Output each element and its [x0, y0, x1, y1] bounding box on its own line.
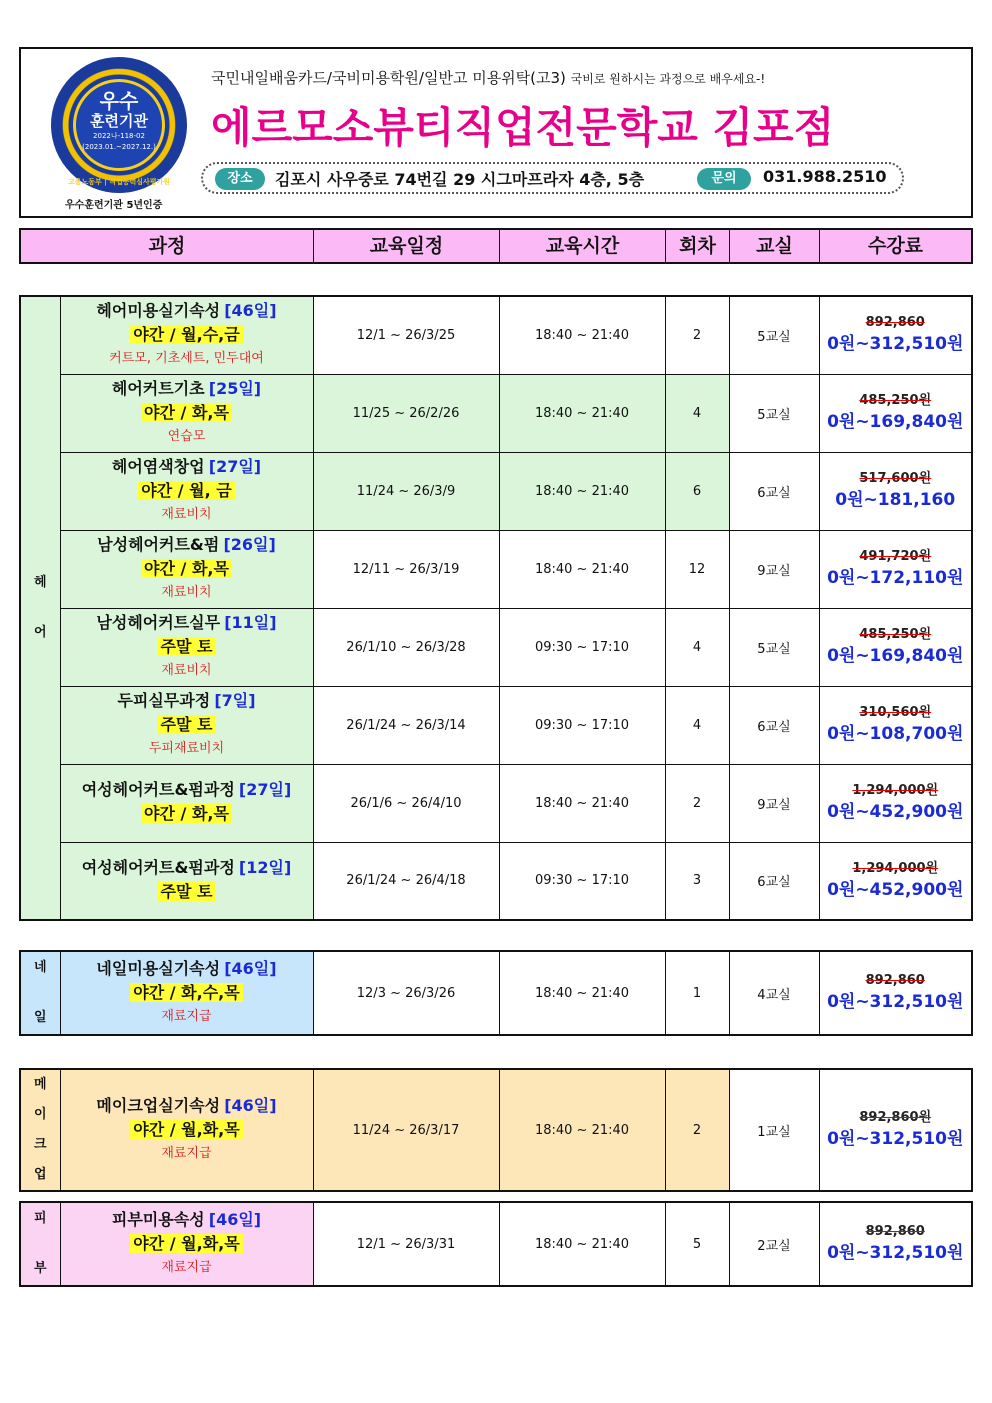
tagline-main: 국민내일배움카드/국비미용학원/일반고 미용위탁(고3): [211, 69, 566, 87]
seal-line2: 훈련기관: [90, 112, 148, 130]
course-days: [12일]: [238, 857, 292, 877]
period-cell: 12/11 ~ 26/3/19: [313, 530, 499, 608]
fee-range: 0원~172,110원: [827, 568, 964, 588]
contact-label: 문의: [697, 168, 751, 190]
time-cell: 18:40 ~ 21:40: [499, 951, 665, 1035]
course-row: [20, 374, 972, 452]
room-cell: 5교실: [729, 608, 819, 686]
course-days: [27일]: [208, 457, 262, 476]
address: 김포시 사우중로 74번길 29 시그마프라자 4층, 5층: [275, 170, 645, 189]
fee-cell: [819, 842, 972, 920]
course-title-line: [61, 958, 313, 982]
course-row: [20, 530, 972, 608]
fee-original: 517,600원: [859, 471, 932, 486]
fee-original: 485,250원: [859, 627, 932, 642]
period-cell: 12/1 ~ 26/3/25: [313, 296, 499, 374]
course-cell: [60, 951, 313, 1035]
training-seal-logo: [51, 57, 187, 193]
fee-cell: [819, 1202, 972, 1286]
category-cell: [20, 1202, 60, 1286]
fee-cell: [819, 452, 972, 530]
time-cell: 18:40 ~ 21:40: [499, 1069, 665, 1191]
material-note: 재료지급: [161, 1146, 212, 1161]
course-row: [20, 452, 972, 530]
fee-cell: [819, 530, 972, 608]
course-name: 네일미용실기속성: [96, 959, 221, 978]
phone-number[interactable]: 031.988.2510: [763, 167, 887, 186]
course-name: 피부미용속성: [111, 1210, 205, 1229]
schedule-badge: 주말 토: [158, 637, 216, 656]
course-row: [20, 1069, 972, 1191]
course-row: [20, 608, 972, 686]
round-cell: 3: [665, 842, 729, 920]
schedule-line: [61, 558, 313, 582]
course-title-line: [61, 779, 313, 803]
fee-original: 491,720원: [859, 549, 932, 564]
schedule-badge: 야간 / 화,목: [141, 559, 232, 578]
seal-line1: 우수: [99, 89, 139, 113]
course-name: 여성헤어커트&펌과정: [81, 857, 235, 877]
course-cell: [60, 296, 313, 374]
round-cell: 2: [665, 764, 729, 842]
schedule-line: [61, 1119, 313, 1143]
course-title-line: [61, 612, 313, 636]
round-cell: 4: [665, 374, 729, 452]
schedule-badge: 야간 / 화,목: [141, 804, 232, 823]
time-cell: 18:40 ~ 21:40: [499, 374, 665, 452]
time-cell: 09:30 ~ 17:10: [499, 842, 665, 920]
period-cell: 11/25 ~ 26/2/26: [313, 374, 499, 452]
schedule-line: [61, 982, 313, 1006]
category-cell: [20, 1069, 60, 1191]
schedule-badge: 야간 / 월, 금: [138, 481, 234, 500]
course-days: [46일]: [224, 959, 277, 978]
time-cell: 18:40 ~ 21:40: [499, 452, 665, 530]
header-banner: [19, 47, 973, 218]
course-days: [11일]: [224, 613, 277, 632]
period-cell: 26/1/10 ~ 26/3/28: [313, 608, 499, 686]
round-cell: 2: [665, 296, 729, 374]
fee-range: 0원~169,840원: [827, 646, 964, 666]
course-name: 여성헤어커트&펌과정: [81, 780, 235, 799]
course-cell: [60, 1202, 313, 1286]
course-name: 남성헤어커트&펌: [97, 535, 220, 554]
period-cell: 26/1/24 ~ 26/4/18: [313, 842, 499, 920]
course-cell: [60, 1069, 313, 1191]
course-row: [20, 951, 972, 1035]
room-cell: 6교실: [729, 686, 819, 764]
time-cell: 18:40 ~ 21:40: [499, 530, 665, 608]
material-note: 재료지급: [161, 1260, 212, 1275]
seal-line3: 2022나-118-02: [93, 132, 145, 140]
course-title-line: [61, 378, 313, 402]
period-cell: 12/1 ~ 26/3/31: [313, 1202, 499, 1286]
hair-section-table: [19, 295, 973, 921]
round-cell: 2: [665, 1069, 729, 1191]
fee-cell: [819, 951, 972, 1035]
info-bar: [201, 162, 904, 194]
fee-original: 892,860: [865, 1224, 925, 1239]
round-cell: 12: [665, 530, 729, 608]
skin-section-table: [19, 1201, 973, 1287]
category-char: 이: [33, 1107, 47, 1122]
course-days: [25일]: [208, 379, 262, 398]
course-cell: [60, 686, 313, 764]
seal-caption: 우수훈련기관 5년인증: [65, 200, 163, 211]
category-spacer: [21, 1234, 60, 1254]
fee-cell: [819, 764, 972, 842]
course-row: [20, 764, 972, 842]
round-cell: 1: [665, 951, 729, 1035]
room-cell: 5교실: [729, 296, 819, 374]
location-label: 장소: [215, 168, 265, 190]
seal-ring-text: 고용노동부 | 직업능력심사평가원: [67, 178, 171, 186]
fee-range: 0원~452,900원: [827, 802, 964, 822]
course-cell: [60, 530, 313, 608]
room-cell: 6교실: [729, 842, 819, 920]
course-days: [27일]: [238, 780, 292, 799]
course-row: [20, 1202, 972, 1286]
course-days: [46일]: [224, 1096, 277, 1115]
course-title-line: [61, 1095, 313, 1119]
fee-original: 485,250원: [859, 393, 932, 408]
round-cell: 5: [665, 1202, 729, 1286]
material-note: 재료비치: [161, 663, 212, 678]
time-cell: 09:30 ~ 17:10: [499, 608, 665, 686]
fee-original: 1,294,000원: [852, 783, 939, 798]
room-cell: 4교실: [729, 951, 819, 1035]
schedule-line: [61, 324, 313, 348]
period-cell: 12/3 ~ 26/3/26: [313, 951, 499, 1035]
material-note: 두피재료비치: [148, 741, 225, 756]
fee-range: 0원~452,900원: [827, 879, 964, 900]
time-cell: 18:40 ~ 21:40: [499, 1202, 665, 1286]
col-course: 과정: [21, 230, 314, 262]
col-fee: 수강료: [867, 235, 924, 257]
course-cell: [60, 842, 313, 920]
course-row: [20, 842, 972, 920]
schedule-line: [61, 881, 313, 905]
period-cell: 26/1/6 ~ 26/4/10: [313, 764, 499, 842]
room-cell: 9교실: [729, 764, 819, 842]
course-cell: [60, 374, 313, 452]
material-note: 연습모: [167, 429, 206, 444]
course-row: [20, 296, 972, 374]
nail-section-table: [19, 950, 973, 1036]
schedule-line: [61, 714, 313, 738]
category-char: 헤: [33, 575, 47, 590]
course-name: 헤어미용실기속성: [96, 301, 221, 321]
fee-range: 0원~312,510원: [827, 334, 964, 355]
fee-original: 892,860원: [859, 1110, 932, 1125]
fee-range: 0원~108,700원: [827, 724, 964, 744]
seal-center: [73, 79, 165, 171]
fee-range: 0원~312,510원: [827, 1243, 964, 1263]
room-cell: 9교실: [729, 530, 819, 608]
schedule-badge: 주말 토: [158, 882, 216, 901]
material-note: 커트모, 기초세트, 민두대여: [109, 351, 264, 367]
school-name: 에르모소뷰티직업전문학교 김포점: [211, 103, 835, 152]
course-title-line: [61, 1209, 313, 1233]
fee-cell: [819, 1069, 972, 1191]
time-cell: 18:40 ~ 21:40: [499, 296, 665, 374]
col-time: 교육시간: [500, 230, 666, 262]
round-cell: 6: [665, 452, 729, 530]
course-days: [46일]: [224, 301, 277, 321]
fee-range: 0원~312,510원: [827, 1129, 964, 1149]
time-cell: 18:40 ~ 21:40: [499, 764, 665, 842]
category-char: 피: [33, 1211, 47, 1226]
schedule-line: [61, 402, 313, 426]
course-name: 두피실무과정: [117, 691, 211, 710]
course-name: 헤어염색창업: [111, 457, 205, 476]
room-cell: 5교실: [729, 374, 819, 452]
schedule-line: [61, 636, 313, 660]
fee-cell: [819, 608, 972, 686]
col-round: 회차: [666, 230, 730, 262]
category-char: 메: [33, 1077, 47, 1092]
fee-original: 892,860: [865, 973, 925, 988]
schedule-badge: 야간 / 화,수,목: [130, 983, 242, 1002]
time-cell: 09:30 ~ 17:10: [499, 686, 665, 764]
schedule-badge: 주말 토: [158, 715, 216, 734]
fee-cell: [819, 296, 972, 374]
course-title-line: [61, 690, 313, 714]
col-room: 교실: [730, 230, 820, 262]
fee-cell: [819, 374, 972, 452]
room-cell: 2교실: [729, 1202, 819, 1286]
fee-original: 892,860: [865, 315, 925, 331]
period-cell: 11/24 ~ 26/3/17: [313, 1069, 499, 1191]
schedule-line: [61, 803, 313, 827]
schedule-line: [61, 480, 313, 504]
fee-range: 0원~169,840원: [827, 412, 964, 432]
fee-cell: [819, 686, 972, 764]
schedule-badge: 야간 / 월,화,목: [130, 1234, 242, 1253]
course-days: [7일]: [214, 691, 256, 710]
schedule-badge: 야간 / 화,목: [141, 403, 232, 422]
room-cell: 1교실: [729, 1069, 819, 1191]
tagline: [211, 67, 765, 88]
course-row: [20, 686, 972, 764]
makeup-section-table: [19, 1068, 973, 1192]
fee-original: 1,294,000원: [852, 860, 939, 876]
schedule-badge: 야간 / 월,수,금: [130, 325, 242, 344]
course-title-line: [61, 857, 313, 881]
course-title-line: [61, 534, 313, 558]
material-note: 재료지급: [161, 1009, 212, 1024]
course-name: 메이크업실기속성: [96, 1096, 221, 1115]
fee-original: 310,560원: [859, 705, 932, 720]
category-char: 업: [33, 1167, 47, 1182]
material-note: 재료비치: [161, 585, 212, 600]
category-char: 네: [33, 960, 47, 975]
course-days: [46일]: [208, 1210, 262, 1229]
room-cell: 6교실: [729, 452, 819, 530]
column-header-row: [19, 228, 973, 264]
category-cell: [20, 296, 60, 920]
category-char: 크: [33, 1137, 47, 1152]
course-days: [26일]: [223, 535, 276, 554]
course-name: 남성헤어커트실무: [96, 613, 221, 632]
course-cell: [60, 764, 313, 842]
seal-line4: (2023.01.~2027.12.): [82, 143, 156, 151]
period-cell: 11/24 ~ 26/3/9: [313, 452, 499, 530]
category-spacer: [21, 983, 60, 1003]
fee-range: 0원~312,510원: [827, 992, 964, 1012]
course-cell: [60, 452, 313, 530]
tagline-small: 국비로 원하시는 과정으로 배우세요-!: [570, 72, 766, 86]
course-cell: [60, 608, 313, 686]
schedule-line: [61, 1233, 313, 1257]
material-note: 재료비치: [161, 507, 212, 522]
course-title-line: [61, 456, 313, 480]
schedule-badge: 야간 / 월,화,목: [130, 1120, 242, 1139]
category-char: 어: [33, 625, 47, 640]
round-cell: 4: [665, 686, 729, 764]
category-spacer: [21, 598, 60, 618]
category-cell: [20, 951, 60, 1035]
category-char: 부: [33, 1261, 47, 1276]
round-cell: 4: [665, 608, 729, 686]
course-title-line: [61, 300, 313, 324]
course-name: 헤어커트기초: [111, 379, 205, 398]
period-cell: 26/1/24 ~ 26/3/14: [313, 686, 499, 764]
fee-range: 0원~181,160: [835, 490, 956, 510]
category-char: 일: [33, 1010, 47, 1025]
col-period: 교육일정: [314, 230, 500, 262]
